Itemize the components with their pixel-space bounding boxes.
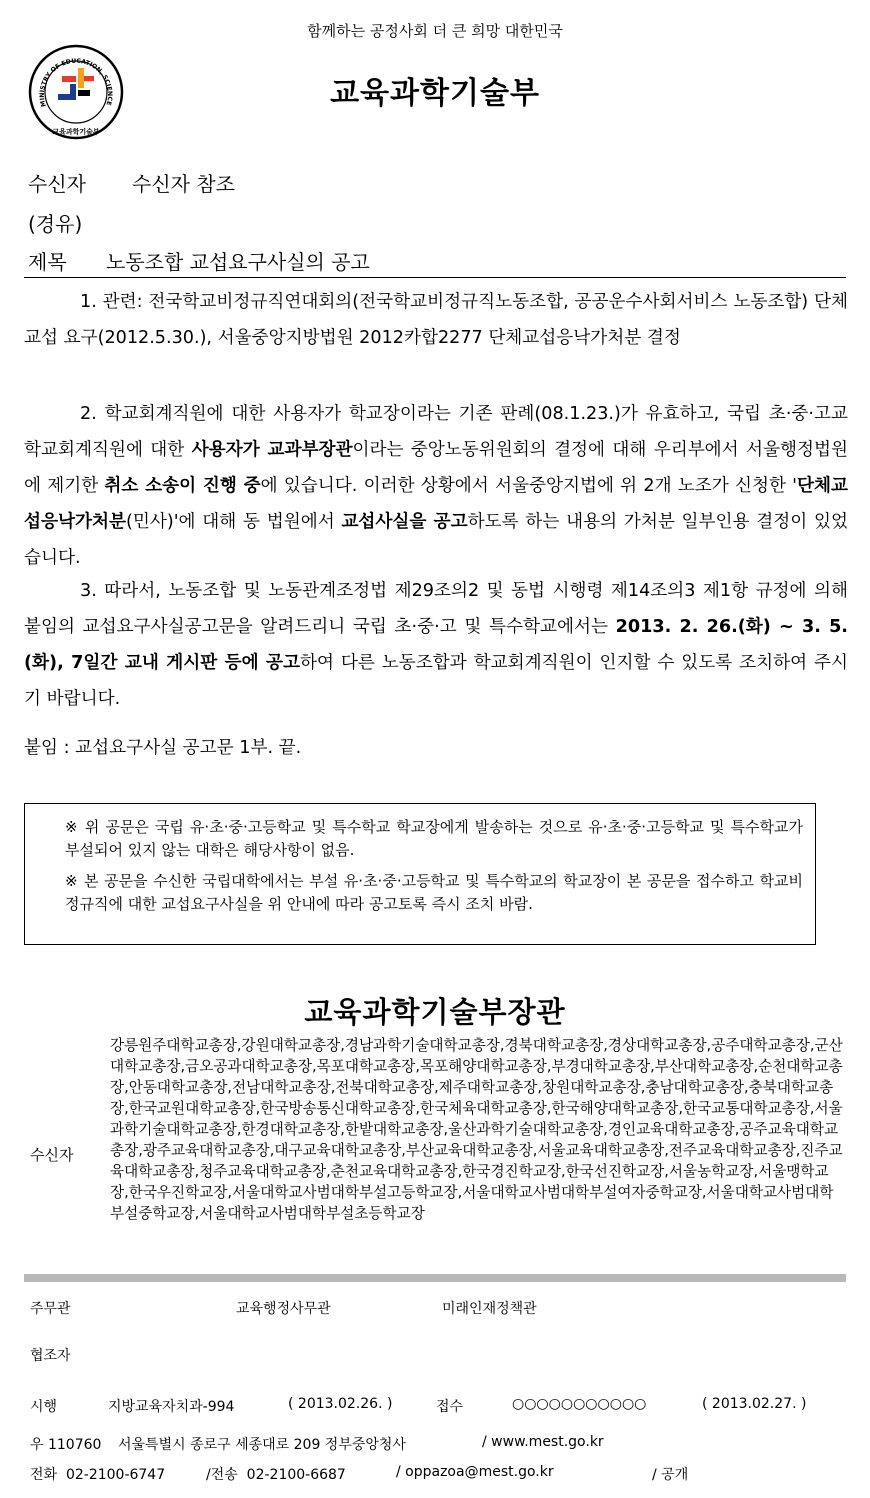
p3-text-2: 하여 다른 노동조합과 학교회계직원이 인지할 수 있도록 조치하여 주시기 바랍니다. — [24, 653, 848, 709]
approver: 미래인재정책관 — [442, 1301, 537, 1317]
header-divider — [24, 277, 846, 278]
receipt-date: ( 2013.02.27. ) — [702, 1396, 807, 1412]
subject-row — [28, 246, 370, 275]
disclosure-status: / 공개 — [652, 1467, 689, 1483]
seal-text: MINISTRY OF EDUCATION, SCIENCE — [38, 57, 114, 108]
receipt-number: ○○○○○○○○○○○ — [512, 1396, 647, 1412]
minister-signature: 교육과학기술부장관 — [304, 995, 566, 1029]
p2-text-1: 2. 학교회계직원에 대한 사용자가 학교장이라는 기존 판례(08.1.23.)가 유효하고, 국립 초·중·고교 학교회계직원에 대한 — [24, 404, 848, 460]
paragraph-1 — [24, 284, 848, 356]
p3-text-1: 3. 따라서, 노동조합 및 노동관계조정법 제29조의2 및 동법 시행령 제14조의3 제1항 규정에 의해 붙임의 교섭요구사실공고문을 알려드리니 국립 초·중·고 및 특수학교에서는 — [24, 581, 848, 637]
recipients-label: 수신자 — [30, 1146, 74, 1164]
receipt-label: 접수 — [436, 1399, 464, 1415]
fax: /전송 02-2100-6687 — [206, 1467, 346, 1483]
notice-item-2: ※ 본 공문을 수신한 국립대학에서는 부설 유·초·중·고등학교 및 특수학교의 학교장이 본 공문을 접수하고 학교비정규직에 대한 교섭요구사실을 위 안내에 따라 공고토록 즉시 조치 바람. — [65, 872, 803, 913]
phone: 전화 02-2100-6747 — [30, 1467, 166, 1483]
enforce-date: ( 2013.02.26. ) — [288, 1396, 393, 1412]
drafter-label: 주무관 — [30, 1301, 71, 1317]
recipients-list: 강릉원주대학교총장,강원대학교총장,경남과학기술대학교총장,경북대학교총장,경상대학교총장,공주대학교총장,군산대학교총장,금오공과대학교총장,목포대학교총장,목포해양대학교총장,부경대학교총장,부산대학교총장,순천대학교총장,안동대학교총장,전남대학교총장,전북대학교총장,제주대학교총장,창원대학교총장,충남대학교총장,충북대학교총장,한국교원대학교총장,한국방송통신대학교총장,한국체육대학교총장,한국해양대학교총장,한국교통대학교총장,서울과학기술대학교총장,한경대학교총장,한밭대학교총장,울산과학기술대학교총장,경인교육대학교총장,공주교육대학교총장,광주교육대학교총장,대구교육대학교총장,부산교육대학교총장,서울교육대학교총장,전주교육대학교총장,진주교육대학교총장,청주교육대학교총장,춘천교육대학교총장,한국경진학교장,한국선진학교장,서울농학교장,서울맹학교장,한국우진학교장,서울대학교사범대학부설고등학교장,서울대학교사범대학부설여자중학교장,서울대학교사범대학부설중학교장,서울대학교사범대학부설초등학교장 — [110, 1037, 843, 1222]
email-link[interactable]: / oppazoa@mest.go.kr — [396, 1464, 554, 1480]
enforce-label: 시행 — [30, 1399, 58, 1415]
via-row — [28, 208, 82, 237]
subject-value: 노동조합 교섭요구사실의 공고 — [106, 250, 370, 274]
subject-label: 제목 — [28, 250, 67, 274]
p2-text-2: 이라는 중앙노동위원회의 결정에 대해 우리부에서 서울행정법원에 제기한 — [24, 440, 848, 496]
paragraph-3 — [24, 573, 848, 717]
recipient-row — [28, 168, 235, 197]
paragraph-1-text: 1. 관련: 전국학교비정규직연대회의(전국학교비정규직노동조합, 공공운수사회서비스 노동조합) 단체교섭 요구(2012.5.30.), 서울중앙지방법원 2012카합2277 단체교섭응낙가처분 결정 — [24, 292, 848, 348]
notice-item-1: ※ 위 공문은 국립 유·초·중·고등학교 및 특수학교 학교장에게 발송하는 것으로 유·초·중·고등학교 및 특수학교가 부설되어 있지 않는 대학은 해당사항이 없음. — [65, 818, 803, 859]
p3-bold-1: 2013. 2. 26.(화) ~ 3. 5.(화), 7일간 교내 게시판 등에 공고 — [24, 617, 848, 673]
p2-text-3: 에 있습니다. 이러한 상황에서 서울중앙지법에 위 2개 노조가 신청한 ' — [260, 476, 798, 496]
p2-text-5: 하도록 하는 내용의 가처분 일부인용 결정이 있었습니다. — [24, 512, 848, 568]
via-label: (경유) — [28, 212, 83, 236]
recipient-label: 수신자 — [28, 172, 86, 196]
address: 서울특별시 종로구 세종대로 209 정부중앙청사 — [118, 1437, 406, 1453]
org-title: 교육과학기술부 — [330, 76, 540, 111]
p2-bold-3: 단체교섭응낙가처분 — [24, 476, 849, 532]
notice-box — [24, 803, 816, 945]
p2-bold-1: 사용자가 교과부장관 — [191, 440, 353, 460]
p2-bold-4: 교섭사실을 공고 — [341, 512, 468, 532]
p2-bold-2: 취소 소송이 진행 중 — [104, 476, 261, 496]
seal-korean-text: 교육과학기술부 — [52, 128, 100, 136]
enforce-number: 지방교육자치과-994 — [108, 1399, 235, 1415]
postal-code: 우 110760 — [30, 1437, 102, 1453]
footer-divider-band — [24, 1274, 846, 1282]
cooperator-label: 협조자 — [30, 1348, 71, 1364]
p2-text-4: (민사)'에 대해 동 법원에서 — [125, 512, 342, 532]
attachment-line: 붙임 : 교섭요구사실 공고문 1부. 끝. — [24, 738, 302, 758]
slogan: 함께하는 공정사회 더 큰 희망 대한민국 — [307, 22, 563, 40]
recipient-value: 수신자 참조 — [132, 172, 235, 196]
paragraph-2 — [24, 396, 848, 576]
reviewer: 교육행정사무관 — [236, 1301, 331, 1317]
website-link[interactable]: / www.mest.go.kr — [482, 1434, 604, 1450]
